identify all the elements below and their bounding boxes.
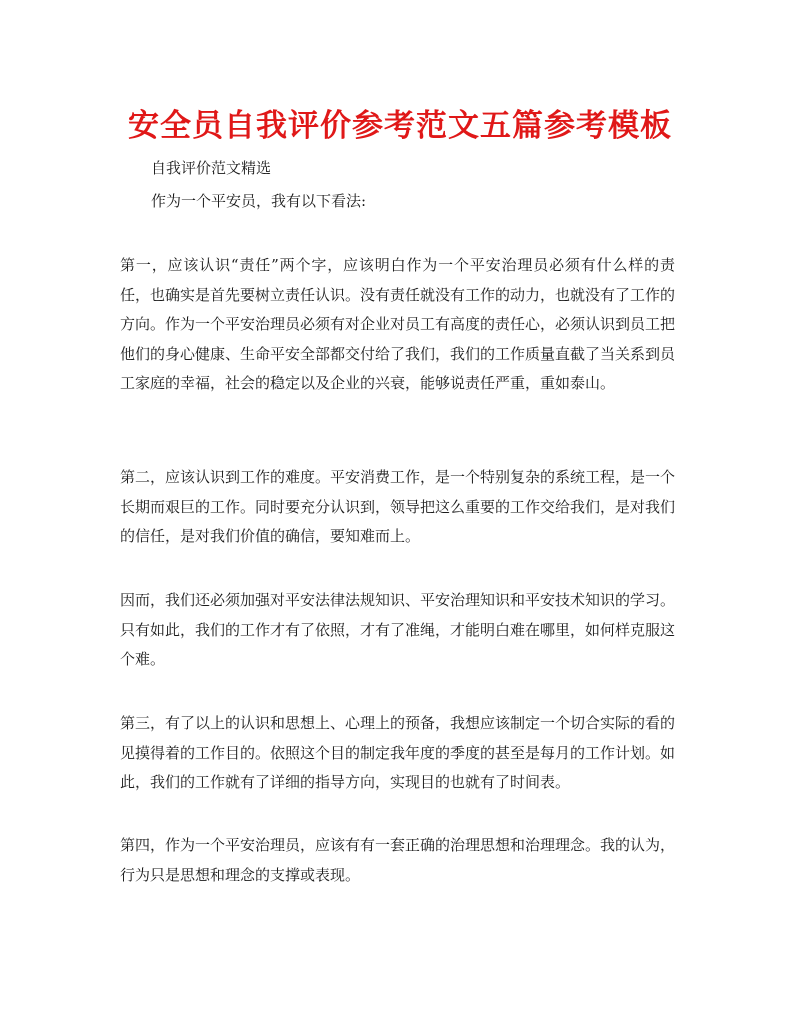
intro-line: 作为一个平安员，我有以下看法: (151, 192, 367, 210)
paragraph-second: 第二，应该认识到工作的难度。平安消费工作，是一个特别复杂的系统工程，是一个长期而艰巨的工作。同时要充分认识到，领导把这么重要的工作交给我们，是对我们的信任，是对我们价值的确信，要知难而上。 (120, 468, 676, 545)
document-subtitle: 自我评价范文精选 (151, 159, 272, 177)
document-title: 安全员自我评价参考范文五篇参考模板 (128, 108, 672, 144)
paragraph-first: 第一，应该认识“责任”两个字，应该明白作为一个平安治理员必须有什么样的责任，也确实是首先要树立责任认识。没有责任就没有工作的动力，也就没有了工作的方向。作为一个平安治理员必须有对企业对员工有高度的责任心，必须认识到员工把他们的身心健康、生命平安全部都交付给了我们，我们的工作质量直截了当关系到员工家庭的幸福，社会的稳定以及企业的兴衰，能够说责任严重，重如泰山。 (120, 256, 676, 392)
paragraph-third: 第三，有了以上的认识和思想上、心理上的预备，我想应该制定一个切合实际的看的见摸得着的工作目的。依照这个目的制定我年度的季度的甚至是每月的工作计划。如此，我们的工作就有了详细的指导方向，实现目的也就有了时间表。 (120, 714, 676, 791)
paragraph-therefore: 因而，我们还必须加强对平安法律法规知识、平安治理知识和平安技术知识的学习。只有如此，我们的工作才有了依照，才有了准绳，才能明白难在哪里，如何样克服这个难。 (120, 591, 676, 668)
paragraph-fourth: 第四，作为一个平安治理员，应该有有一套正确的治理思想和治理理念。我的认为，行为只是思想和理念的支撑或表现。 (120, 836, 676, 884)
